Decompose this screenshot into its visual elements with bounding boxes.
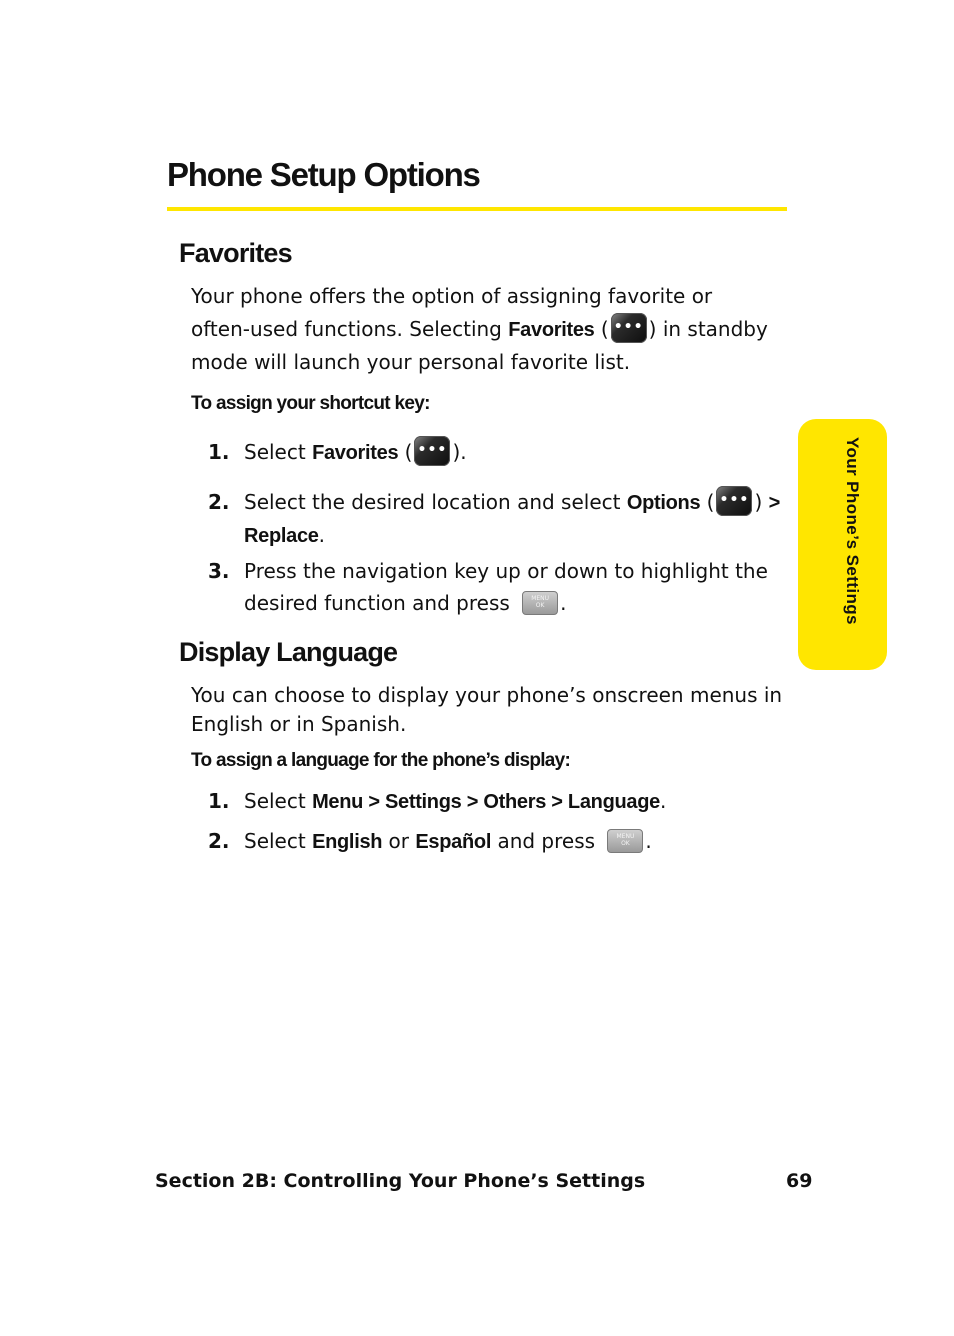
step-text	[244, 785, 666, 818]
step-text-part: Select	[244, 440, 313, 464]
step-number: 1.	[208, 789, 230, 813]
display-language-intro-line-1: You can choose to display your phone’s onscreen menus in	[191, 683, 783, 707]
step-text	[244, 555, 768, 619]
step-text-part: Select	[244, 789, 313, 813]
step-text-part: (	[398, 440, 413, 464]
step-number: 3.	[208, 559, 230, 583]
footer-page-number: 69	[786, 1170, 813, 1192]
side-tab-label: Your Phone’s Settings	[843, 437, 862, 625]
step-text-part: or	[382, 829, 416, 853]
favorites-keyword: Favorites	[508, 319, 595, 341]
step-number: 2.	[208, 829, 230, 853]
step-text-part: Select	[244, 829, 313, 853]
page-title: Phone Setup Options	[167, 156, 480, 193]
display-language-subheading: To assign a language for the phone’s display:	[191, 750, 571, 771]
menu-path: Menu > Settings > Others > Language	[312, 791, 660, 813]
favorites-intro-line-3: mode will launch your personal favorite list.	[191, 350, 631, 374]
menu-label: MENU	[531, 594, 550, 602]
espanol-option: Español	[415, 831, 492, 853]
ok-label: OK	[621, 839, 630, 847]
step-text-part: .	[560, 591, 567, 615]
menu-label: MENU	[616, 832, 635, 840]
menu-ok-label	[523, 595, 557, 609]
step-text-part: .	[318, 523, 325, 547]
favorites-key-icon	[414, 436, 450, 466]
display-language-intro	[191, 680, 783, 740]
options-key-icon	[716, 486, 752, 516]
step-number: 2.	[208, 490, 230, 514]
dots-glyph: •••	[417, 441, 448, 458]
intro-text: ) in standby	[648, 317, 768, 341]
step-text-part: .	[659, 789, 667, 813]
step-text-part: and press	[491, 829, 602, 853]
step-text-part: desired function and press	[244, 591, 517, 615]
favorites-key-icon	[611, 313, 647, 343]
favorites-subheading: To assign your shortcut key:	[191, 393, 430, 414]
menu-ok-key-icon	[522, 591, 558, 615]
dots-glyph: •••	[613, 318, 644, 335]
arrow-separator: >	[768, 492, 781, 514]
title-underline	[167, 207, 787, 211]
options-keyword: Options	[626, 492, 701, 514]
favorites-heading: Favorites	[179, 238, 292, 268]
dots-glyph: •••	[719, 491, 750, 508]
step-text	[244, 436, 467, 469]
footer-section-title: Section 2B: Controlling Your Phone’s Settings	[155, 1170, 646, 1192]
step-text-line-2	[244, 519, 780, 552]
display-language-intro-line-2: English or in Spanish.	[191, 712, 407, 736]
favorites-intro-line-2	[191, 312, 771, 346]
favorites-intro-line-1: Your phone offers the option of assigning favorite or	[191, 284, 713, 308]
favorites-intro	[191, 280, 771, 378]
step-text-part: (	[700, 490, 715, 514]
display-language-heading: Display Language	[179, 637, 398, 667]
intro-text: (	[594, 317, 609, 341]
section-side-tab	[798, 419, 887, 670]
step-number: 1.	[208, 440, 230, 464]
step-text-line-2	[244, 587, 768, 619]
step-text-part: )	[754, 490, 769, 514]
step-text	[244, 486, 780, 552]
step-text-line-1: Press the navigation key up or down to highlight the	[244, 559, 768, 583]
menu-ok-key-icon	[607, 829, 643, 853]
step-text-part: .	[645, 829, 652, 853]
step-text	[244, 825, 652, 858]
intro-text: often-used functions. Selecting	[191, 317, 509, 341]
ok-label: OK	[535, 601, 545, 609]
step-text-part: ).	[452, 440, 467, 464]
menu-ok-label	[608, 833, 642, 847]
english-option: English	[312, 831, 383, 853]
step-text-part: Select the desired location and select	[244, 490, 627, 514]
replace-keyword: Replace	[244, 525, 319, 547]
favorites-keyword: Favorites	[312, 442, 399, 464]
